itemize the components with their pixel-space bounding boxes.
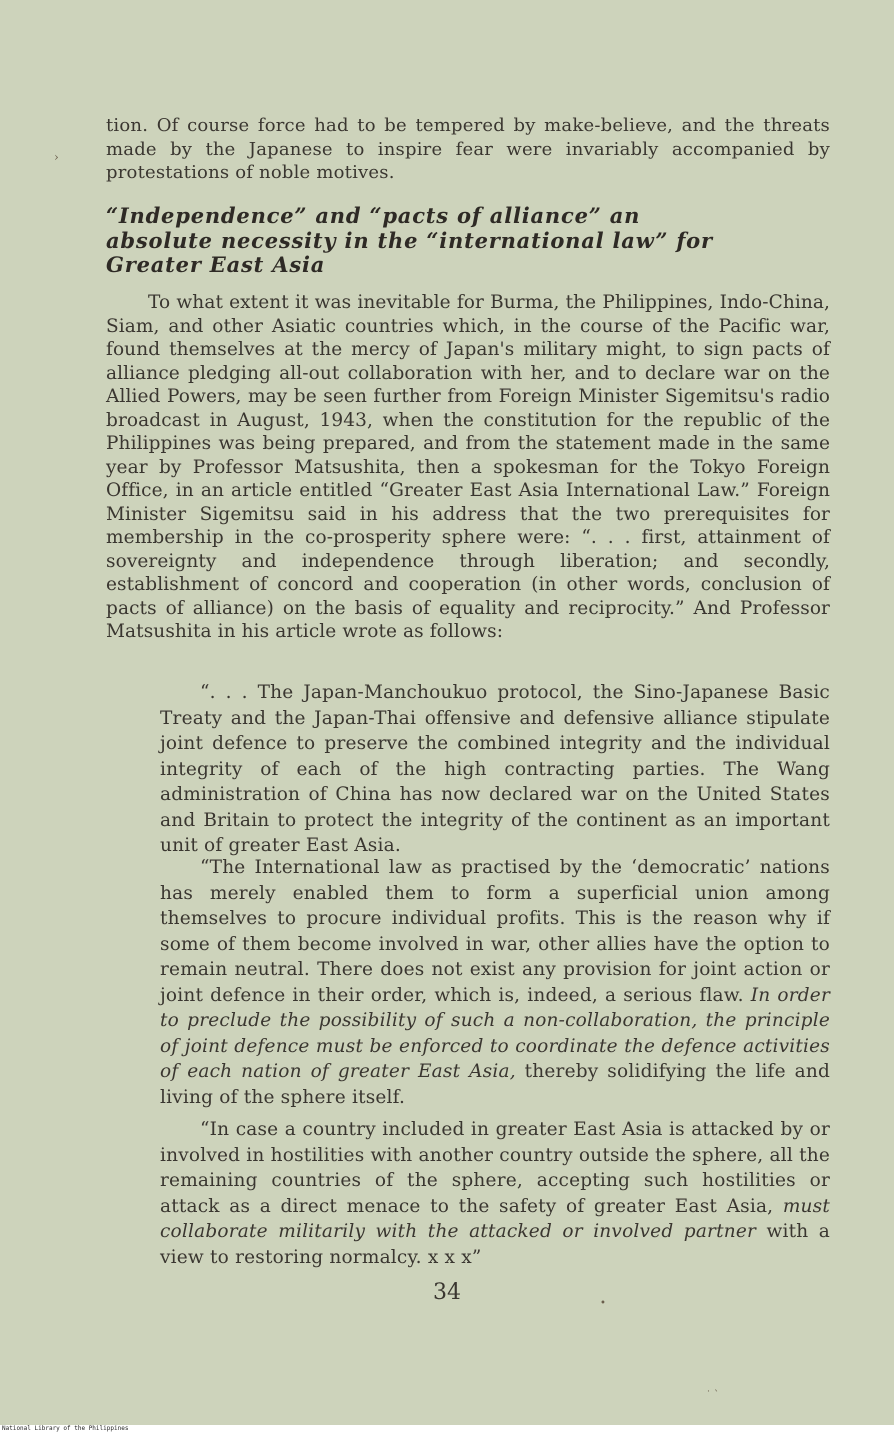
quote-paragraph-2: [160, 855, 830, 1110]
quote-2-emphasis: In order to preclude the possibility of such a non-collaboration, the principle of joint defence must be enforced to coordinate the defence activities of each nation of greater East Asia,: [160, 984, 830, 1082]
quote-2-text: “The International law as practised by the ‘democratic’ nations has merely enabled them to form a superficial union among themselves to procure individual profits. This is the reason why if some of them become involved in war, other allies have the option to remain neutral. There does not exist any provision for joint action or joint defence in their order, which is, indeed, a serious flaw.: [160, 857, 830, 1006]
continuation-paragraph: tion. Of course force had to be tempered by make-believe, and the threats made by the Japanese to inspire fear were invariably accompanied by protestations of noble motives.: [106, 115, 830, 183]
quote-3-emphasis: must collaborate militarily with the attacked or involved partner: [160, 1195, 830, 1242]
quote-3-ending: with a view to restoring normalcy. x x x”: [160, 1221, 830, 1268]
quote-2-ending: thereby solidifying the life and living of the sphere itself.: [160, 1061, 831, 1108]
body-paragraph: To what extent it was inevitable for Burma, the Philippines, Indo-China, Siam, and other Asiatic countries which, in the course of the Pacific war, found themselves at the mercy of Japan's military might, to sign pacts of alliance pledging all-out collaboration with her, and to declare war on the Allied Powers, may be seen further from Foreign Minister Sigemitsu's radio broadcast in August, 1943, when the constitution for the republic of the Philippines was being prepared, and from the statement made in the same year by Professor Matsushita, then a spokesman for the Tokyo Foreign Office, in an article entitled “Greater East Asia International Law.” Foreign Minister Sigemitsu said in his address that the two prerequisites for membership in the co-prosperity sphere were: “. . . first, attainment of sovereignty and independence through liberation; and secondly, establishment of concord and cooperation (in other words, conclusion of pacts of alliance) on the basis of equality and reciprocity.” And Professor Matsushita in his article wrote as follows:: [106, 292, 830, 642]
quote-paragraph-1: “. . . The Japan-Manchoukuo protocol, the Sino-Japanese Basic Treaty and the Japan-Thai offensive and defensive alliance stipulate joint defence to preserve the combined integrity and the individual integrity of each of the high contracting parties. The Wang administration of China has now declared war on the United States and Britain to protect the integrity of the continent as an important unit of greater East Asia.: [160, 682, 830, 856]
margin-mark: ˙ ˋ: [706, 1390, 720, 1401]
footer-credit: National Library of the Philippines: [0, 1425, 894, 1433]
section-heading: “Independence” and “pacts of alliance” an absolute necessity in the “international law” for Greater East Asia: [106, 203, 713, 277]
quote-3-text: “In case a country included in greater East Asia is attacked by or involved in hostilities with another country outside the sphere, all the remaining countries of the sphere, accepting such hostilities or attack as a direct menace to the safety of greater East Asia,: [160, 1119, 830, 1217]
page-number: 34: [433, 1280, 461, 1305]
quote-paragraph-3: [160, 1117, 830, 1270]
margin-mark: •: [600, 1298, 606, 1309]
margin-mark: ›: [54, 150, 59, 164]
